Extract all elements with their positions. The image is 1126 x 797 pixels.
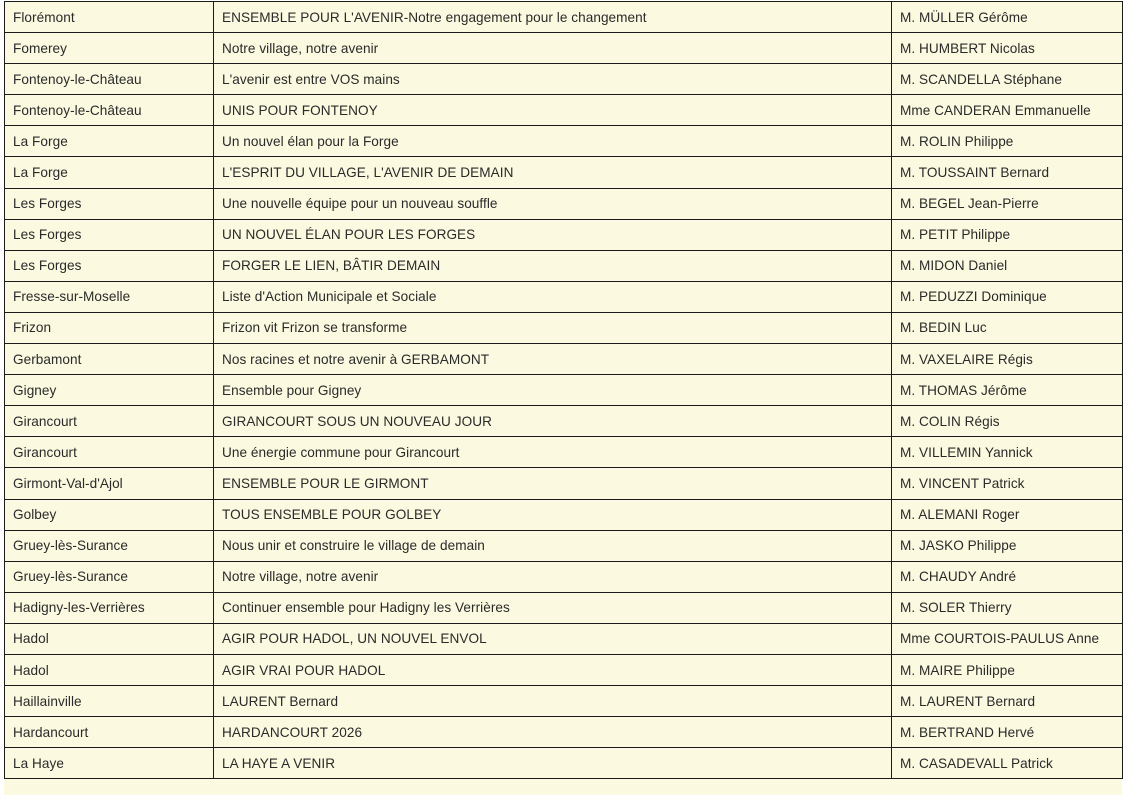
- table-row: [5, 468, 1123, 499]
- commune-cell: Frizon: [5, 312, 214, 343]
- table-row: [5, 2, 1123, 33]
- commune-cell: Hardancourt: [5, 717, 214, 748]
- list-head-cell: M. COLIN Régis: [892, 406, 1123, 437]
- table-row: [5, 33, 1123, 64]
- list-name-cell: UNIS POUR FONTENOY: [214, 95, 892, 126]
- list-head-cell: M. ROLIN Philippe: [892, 126, 1123, 157]
- table-row: [5, 686, 1123, 717]
- list-name-cell: Frizon vit Frizon se transforme: [214, 312, 892, 343]
- table-row: [5, 126, 1123, 157]
- commune-cell: La Forge: [5, 126, 214, 157]
- list-head-cell: M. ALEMANI Roger: [892, 499, 1123, 530]
- list-head-cell: M. VINCENT Patrick: [892, 468, 1123, 499]
- list-name-cell: ENSEMBLE POUR LE GIRMONT: [214, 468, 892, 499]
- list-name-cell: Nos racines et notre avenir à GERBAMONT: [214, 344, 892, 375]
- list-head-cell: M. MÜLLER Gérôme: [892, 2, 1123, 33]
- list-head-cell: M. JASKO Philippe: [892, 530, 1123, 561]
- commune-cell: Gruey-lès-Surance: [5, 530, 214, 561]
- commune-cell: Gruey-lès-Surance: [5, 561, 214, 592]
- list-head-cell: M. BEGEL Jean-Pierre: [892, 188, 1123, 219]
- table-row: [5, 188, 1123, 219]
- candidate-lists-table: [4, 1, 1123, 779]
- list-name-cell: Une énergie commune pour Girancourt: [214, 437, 892, 468]
- list-name-cell: AGIR POUR HADOL, UN NOUVEL ENVOL: [214, 623, 892, 654]
- commune-cell: Haillainville: [5, 686, 214, 717]
- list-name-cell: ENSEMBLE POUR L'AVENIR-Notre engagement pour le changement: [214, 2, 892, 33]
- commune-cell: Les Forges: [5, 188, 214, 219]
- commune-cell: Les Forges: [5, 250, 214, 281]
- table-row: [5, 654, 1123, 685]
- table-row: [5, 748, 1123, 779]
- commune-cell: Gerbamont: [5, 344, 214, 375]
- table-row: [5, 623, 1123, 654]
- table-row: [5, 561, 1123, 592]
- commune-cell: La Forge: [5, 157, 214, 188]
- list-name-cell: Liste d'Action Municipale et Sociale: [214, 281, 892, 312]
- table-row: [5, 64, 1123, 95]
- list-name-cell: LA HAYE A VENIR: [214, 748, 892, 779]
- list-head-cell: M. BERTRAND Hervé: [892, 717, 1123, 748]
- table-row: [5, 219, 1123, 250]
- list-head-cell: M. MIDON Daniel: [892, 250, 1123, 281]
- table-row: [5, 157, 1123, 188]
- commune-cell: Fresse-sur-Moselle: [5, 281, 214, 312]
- table-row: [5, 530, 1123, 561]
- list-head-cell: M. MAIRE Philippe: [892, 654, 1123, 685]
- commune-cell: Hadol: [5, 654, 214, 685]
- table-row: [5, 437, 1123, 468]
- list-name-cell: Nous unir et construire le village de demain: [214, 530, 892, 561]
- table-row: [5, 717, 1123, 748]
- list-head-cell: M. CASADEVALL Patrick: [892, 748, 1123, 779]
- list-name-cell: Notre village, notre avenir: [214, 561, 892, 592]
- table-row: [5, 281, 1123, 312]
- list-name-cell: TOUS ENSEMBLE POUR GOLBEY: [214, 499, 892, 530]
- table-row: [5, 592, 1123, 623]
- list-head-cell: M. PEDUZZI Dominique: [892, 281, 1123, 312]
- commune-cell: Hadol: [5, 623, 214, 654]
- commune-cell: Girancourt: [5, 437, 214, 468]
- table-row: [5, 344, 1123, 375]
- list-name-cell: Continuer ensemble pour Hadigny les Verrières: [214, 592, 892, 623]
- table-row: [5, 406, 1123, 437]
- table-row: [5, 312, 1123, 343]
- commune-cell: Florémont: [5, 2, 214, 33]
- list-name-cell: LAURENT Bernard: [214, 686, 892, 717]
- commune-cell: Gigney: [5, 375, 214, 406]
- list-head-cell: M. THOMAS Jérôme: [892, 375, 1123, 406]
- list-head-cell: Mme CANDERAN Emmanuelle: [892, 95, 1123, 126]
- table-row: [5, 95, 1123, 126]
- list-head-cell: M. VILLEMIN Yannick: [892, 437, 1123, 468]
- commune-cell: La Haye: [5, 748, 214, 779]
- table-row: [5, 499, 1123, 530]
- commune-cell: Golbey: [5, 499, 214, 530]
- list-name-cell: Un nouvel élan pour la Forge: [214, 126, 892, 157]
- list-name-cell: Une nouvelle équipe pour un nouveau souffle: [214, 188, 892, 219]
- list-head-cell: M. BEDIN Luc: [892, 312, 1123, 343]
- commune-cell: Girancourt: [5, 406, 214, 437]
- list-name-cell: Ensemble pour Gigney: [214, 375, 892, 406]
- table-row: [5, 250, 1123, 281]
- list-head-cell: M. VAXELAIRE Régis: [892, 344, 1123, 375]
- table-row: [5, 375, 1123, 406]
- list-name-cell: L'ESPRIT DU VILLAGE, L'AVENIR DE DEMAIN: [214, 157, 892, 188]
- commune-cell: Fontenoy-le-Château: [5, 95, 214, 126]
- commune-cell: Les Forges: [5, 219, 214, 250]
- list-name-cell: HARDANCOURT 2026: [214, 717, 892, 748]
- list-head-cell: M. SCANDELLA Stéphane: [892, 64, 1123, 95]
- list-head-cell: M. HUMBERT Nicolas: [892, 33, 1123, 64]
- commune-cell: Fontenoy-le-Château: [5, 64, 214, 95]
- commune-cell: Fomerey: [5, 33, 214, 64]
- candidate-lists-sheet: [4, 1, 1122, 795]
- list-head-cell: Mme COURTOIS-PAULUS Anne: [892, 623, 1123, 654]
- list-head-cell: M. TOUSSAINT Bernard: [892, 157, 1123, 188]
- table-body: [5, 2, 1123, 779]
- commune-cell: Hadigny-les-Verrières: [5, 592, 214, 623]
- list-name-cell: GIRANCOURT SOUS UN NOUVEAU JOUR: [214, 406, 892, 437]
- list-head-cell: M. LAURENT Bernard: [892, 686, 1123, 717]
- list-name-cell: AGIR VRAI POUR HADOL: [214, 654, 892, 685]
- commune-cell: Girmont-Val-d'Ajol: [5, 468, 214, 499]
- list-head-cell: M. SOLER Thierry: [892, 592, 1123, 623]
- list-head-cell: M. PETIT Philippe: [892, 219, 1123, 250]
- list-head-cell: M. CHAUDY André: [892, 561, 1123, 592]
- list-name-cell: FORGER LE LIEN, BÂTIR DEMAIN: [214, 250, 892, 281]
- list-name-cell: L'avenir est entre VOS mains: [214, 64, 892, 95]
- list-name-cell: UN NOUVEL ÉLAN POUR LES FORGES: [214, 219, 892, 250]
- list-name-cell: Notre village, notre avenir: [214, 33, 892, 64]
